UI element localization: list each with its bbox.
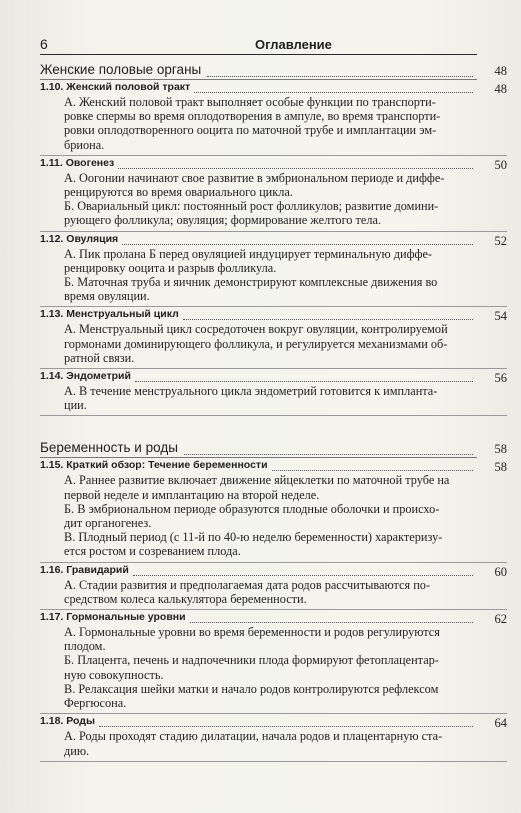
entry-text-line: В. Плодный период (с 11-й по 40-ю неделю беременности) характеризу- <box>64 530 443 545</box>
entry-title: 1.13. Менструальный цикл <box>40 308 179 321</box>
running-title: Оглавление <box>255 37 332 52</box>
entry-text-line: средством колеса калькулятора беременности. <box>64 591 307 606</box>
entry-text-line: А. Пик пролана Б перед овуляцией индуцирует терминальную диффе- <box>64 246 433 261</box>
part-page-number: 58 <box>494 442 507 457</box>
entry-text-line: А. Стадии развития и предполагаемая дата родов рассчитываются по- <box>64 577 431 592</box>
entry-text-line: ции. <box>64 398 87 413</box>
entry-text-line: ренцировку ооцита и разрыв фолликула. <box>64 260 277 275</box>
toc-entry[interactable] <box>40 563 507 610</box>
dot-leader <box>183 319 473 320</box>
entry-text-line: А. Женский половой тракт выполняет особые функции по транспорти- <box>64 95 436 109</box>
entry-title: 1.14. Эндометрий <box>40 370 131 383</box>
dot-leader <box>133 575 473 576</box>
entry-page-number: 52 <box>494 233 507 248</box>
entry-text-line: А. Гормональные уровни во время беременности и родов регулируются <box>64 625 440 640</box>
header-rule <box>40 54 477 55</box>
toc-entry[interactable] <box>40 458 507 562</box>
entry-text-line: время овуляции. <box>64 289 150 304</box>
entry-text-line: А. Раннее развитие включает движение яйцеклетки по маточной трубе на <box>64 473 450 488</box>
dot-leader <box>118 168 473 169</box>
entry-page-number: 48 <box>494 82 507 96</box>
entry-title: 1.10. Женский половой тракт <box>40 81 191 93</box>
entry-text-line: В. Релаксация шейки матки и начало родов контролируются рефлексом <box>64 681 439 696</box>
entry-page-number: 64 <box>494 716 507 731</box>
toc-part[interactable] <box>40 436 507 458</box>
entry-text-line: Б. В эмбриональном периоде образуются плодные оболочки и происхо- <box>64 501 440 516</box>
entry-heading <box>40 369 507 384</box>
toc-entry[interactable] <box>40 232 507 308</box>
toc-entry[interactable] <box>40 307 507 369</box>
entry-page-number: 60 <box>494 564 507 579</box>
toc-entry[interactable] <box>40 80 507 156</box>
table-of-contents <box>40 56 507 762</box>
entry-heading <box>40 307 507 322</box>
entry-text-line: гормонами доминирующего фолликула, и регулируется механизмами об- <box>64 336 448 351</box>
entry-text-line: А. Оогонии начинают свое развитие в эмбриональном периоде и диффе- <box>64 170 445 185</box>
entry-text-line: ную совокупность. <box>64 667 164 682</box>
entry-text-line: А. Роды проходят стадию дилатации, начала родов и плацентарную ста- <box>64 729 443 744</box>
entry-text-line: плодом. <box>64 639 106 654</box>
entry-text-line: ратной связи. <box>64 350 135 365</box>
entry-text-line: Фергюсона. <box>64 696 127 711</box>
page-header <box>40 36 477 54</box>
entry-text-line: А. В течение менструального цикла эндометрий готовится к импланта- <box>64 384 438 399</box>
dot-leader <box>99 726 473 727</box>
entry-text-line: Б. Маточная труба и яичник демонстрируют комплексные движения во <box>64 275 438 290</box>
page-number: 6 <box>40 36 48 52</box>
entry-page-number: 54 <box>494 309 507 324</box>
entry-page-number: 56 <box>494 371 507 386</box>
part-page-number: 48 <box>494 64 507 78</box>
entry-text-line: дию. <box>64 743 90 758</box>
entry-heading <box>40 80 507 95</box>
entry-page-number: 50 <box>494 157 507 172</box>
dot-leader <box>122 244 473 245</box>
entry-text-line: ется ростом и созреванием плода. <box>64 544 241 559</box>
dot-leader <box>135 381 473 382</box>
entry-title: 1.16. Гравидарий <box>40 563 129 576</box>
entry-text-line: рующего фолликула; овуляция; формирование желтого тела. <box>64 213 382 228</box>
entry-heading <box>40 610 507 625</box>
part-title: Беременность и роды <box>40 440 178 456</box>
entry-text-line: ровки оплодотворенного ооцита по маточной трубе и имплантации эм- <box>64 123 437 138</box>
entry-text-line: бриона. <box>64 137 105 152</box>
entry-heading <box>40 232 507 247</box>
section-gap <box>40 416 507 434</box>
part-title: Женские половые органы <box>40 62 202 77</box>
entry-title: 1.11. Овогенез <box>40 156 115 169</box>
entry-heading <box>40 458 507 473</box>
dot-leader <box>207 76 473 77</box>
entry-page-number: 62 <box>494 612 507 627</box>
toc-entry[interactable] <box>40 714 507 761</box>
entry-text-line: Б. Плацента, печень и надпочечники плода формируют фетоплацентар- <box>64 653 439 668</box>
entry-page-number: 58 <box>494 460 507 475</box>
entry-text-line: дит органогенез. <box>64 516 152 531</box>
entry-heading <box>40 714 507 729</box>
entry-heading <box>40 563 507 578</box>
entry-title: 1.12. Овуляция <box>40 232 119 245</box>
entry-title: 1.15. Краткий обзор: Течение беременности <box>40 459 268 472</box>
dot-leader <box>190 622 473 623</box>
toc-entry[interactable] <box>40 369 507 416</box>
toc-part[interactable] <box>40 58 507 80</box>
dot-leader <box>184 454 473 455</box>
entry-text-line: первой неделе и имплантацию на второй неделе. <box>64 487 320 502</box>
entry-text-line: Б. Овариальный цикл: постоянный рост фолликулов; развитие домини- <box>64 199 439 214</box>
entry-title: 1.17. Гормональные уровни <box>40 611 186 624</box>
entry-text-line: ренцируются во время овариального цикла. <box>64 185 293 200</box>
dot-leader <box>194 92 473 93</box>
entry-title: 1.18. Роды <box>40 715 95 728</box>
toc-entry[interactable] <box>40 610 507 714</box>
toc-entry[interactable] <box>40 156 507 232</box>
dot-leader <box>272 470 473 471</box>
entry-text-line: ровке спермы во время оплодотворения в ампуле, во время транспорти- <box>64 109 441 124</box>
entry-text-line: А. Менструальный цикл сосредоточен вокруг овуляции, контролируемой <box>64 322 448 337</box>
entry-heading <box>40 156 507 171</box>
